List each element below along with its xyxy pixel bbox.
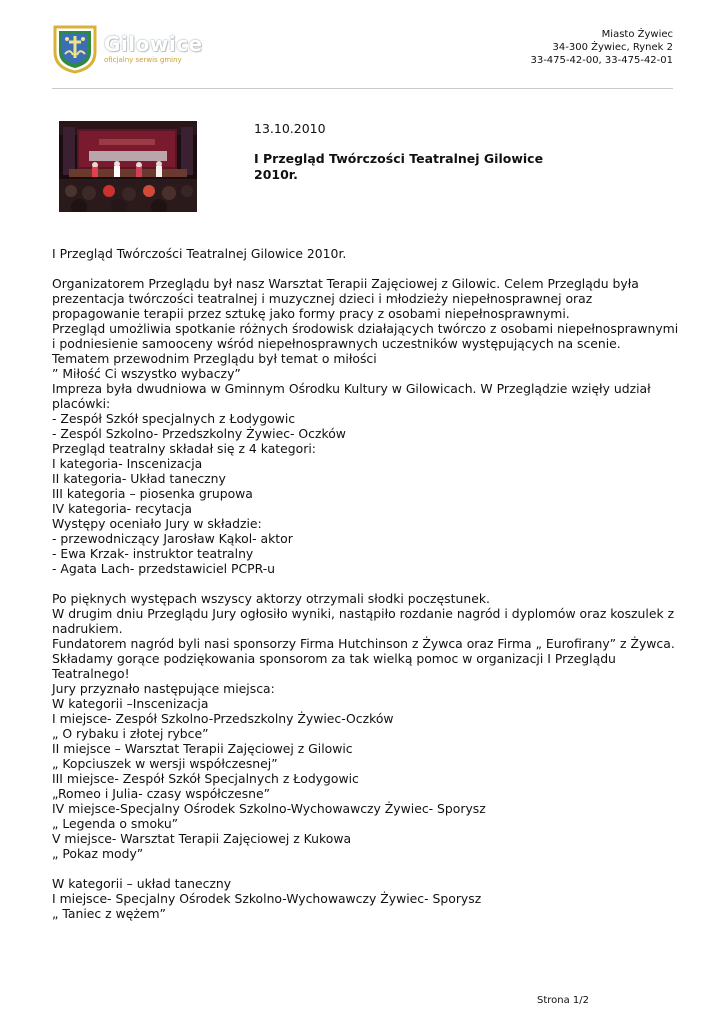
body-line: I miejsce- Zespół Szkolno-Przedszkolny Żywiec-Oczków <box>52 711 394 726</box>
logo-tagline: oficjalny serwis gminy <box>104 56 182 64</box>
contact-address <box>530 28 673 67</box>
body-line: Tematem przewodnim Przeglądu był temat o miłości <box>52 351 377 366</box>
address-line: Miasto Żywiec <box>601 29 673 40</box>
body-line: prezentacja twórczości teatralnej i muzycznej dzieci i młodzieży niepełnosprawnej oraz <box>52 291 593 306</box>
body-line: placówki: <box>52 396 111 411</box>
paragraph-spacer <box>52 261 677 276</box>
body-line: W drugim dniu Przeglądu Jury ogłosiło wyniki, nastąpiło rozdanie nagród i dyplomów oraz koszulek z <box>52 606 675 621</box>
body-line: „ Taniec z wężem” <box>52 906 166 921</box>
body-line: „Romeo i Julia- czasy współczesne” <box>52 786 271 801</box>
body-line: Jury przyznało następujące miejsca: <box>52 681 275 696</box>
header-divider <box>52 88 673 89</box>
article-body <box>52 246 677 921</box>
article-title-line: I Przegląd Twórczości Teatralnej Gilowice <box>254 151 544 166</box>
article-title <box>254 151 584 183</box>
paragraph-spacer <box>52 576 677 591</box>
body-line: - Zespół Szkół specjalnych z Łodygowic <box>52 411 296 426</box>
body-line: II kategoria- Układ taneczny <box>52 471 226 486</box>
body-line: Fundatorem nagród byli nasi sponsorzy Firma Hutchinson z Żywca oraz Firma „ Eurofirany” z Żywca. <box>52 636 675 651</box>
body-line: Po pięknych występach wszyscy aktorzy otrzymali słodki poczęstunek. <box>52 591 490 606</box>
body-line: IV miejsce-Specjalny Ośrodek Szkolno-Wychowawczy Żywiec- Sporysz <box>52 801 486 816</box>
logo-wordmark: Gilowice <box>104 32 203 56</box>
body-line: propagowanie terapii przez sztukę jako formy pracy z osobami niepełnosprawnymi. <box>52 306 570 321</box>
body-line: III kategoria – piosenka grupowa <box>52 486 253 501</box>
body-line: nadrukiem. <box>52 621 123 636</box>
body-line: Składamy gorące podziękowania sponsorom za tak wielką pomoc w organizacji I Przeglądu <box>52 651 616 666</box>
body-line: I Przegląd Twórczości Teatralnej Gilowice 2010r. <box>52 246 347 261</box>
site-logo[interactable] <box>52 24 203 76</box>
body-line: Impreza była dwudniowa w Gminnym Ośrodku Kultury w Gilowicach. W Przeglądzie wzięły udział <box>52 381 651 396</box>
body-line: IV kategoria- recytacja <box>52 501 192 516</box>
body-line: Teatralnego! <box>52 666 130 681</box>
paragraph-spacer <box>52 861 677 876</box>
body-line: Organizatorem Przeglądu był nasz Warsztat Terapii Zajęciowej z Gilowic. Celem Przeglądu była <box>52 276 639 291</box>
body-line: ” Miłość Ci wszystko wybaczy” <box>52 366 241 381</box>
page-number: Strona 1/2 <box>537 995 590 1006</box>
body-line: „ Legenda o smoku” <box>52 816 179 831</box>
body-line: I miejsce- Specjalny Ośrodek Szkolno-Wychowawczy Żywiec- Sporysz <box>52 891 482 906</box>
address-line: 33-475-42-00, 33-475-42-01 <box>530 55 673 66</box>
body-line: „ Pokaz mody” <box>52 846 144 861</box>
body-line: - Zespól Szkolno- Przedszkolny Żywiec- Oczków <box>52 426 346 441</box>
address-line: 34-300 Żywiec, Rynek 2 <box>552 42 673 53</box>
article-title-line: 2010r. <box>254 167 298 182</box>
body-line: V miejsce- Warsztat Terapii Zajęciowej z Kukowa <box>52 831 352 846</box>
body-line: Przegląd umożliwia spotkanie różnych środowisk działających twórczo z osobami niepełnosprawnymi <box>52 321 679 336</box>
page-header <box>0 0 725 92</box>
body-line: I kategoria- Inscenizacja <box>52 456 203 471</box>
body-line: Przegląd teatralny składał się z 4 kategori: <box>52 441 316 456</box>
article-date: 13.10.2010 <box>254 121 326 136</box>
body-line: „ Kopciuszek w wersji współczesnej” <box>52 756 278 771</box>
body-line: - Agata Lach- przedstawiciel PCPR-u <box>52 561 276 576</box>
body-line: W kategorii –Inscenizacja <box>52 696 209 711</box>
body-line: i podniesienie samooceny wśród niepełnosprawnych uczestników występujących na scenie. <box>52 336 621 351</box>
coat-of-arms-icon <box>52 24 98 74</box>
body-line: - Ewa Krzak- instruktor teatralny <box>52 546 254 561</box>
body-line: - przewodniczący Jarosław Kąkol- aktor <box>52 531 293 546</box>
body-line: „ O rybaku i złotej rybce” <box>52 726 209 741</box>
body-line: Występy oceniało Jury w składzie: <box>52 516 262 531</box>
body-line: W kategorii – układ taneczny <box>52 876 232 891</box>
body-line: III miejsce- Zespół Szkół Specjalnych z Łodygowic <box>52 771 359 786</box>
article-photo <box>59 121 197 212</box>
body-line: II miejsce – Warsztat Terapii Zajęciowej z Gilowic <box>52 741 353 756</box>
